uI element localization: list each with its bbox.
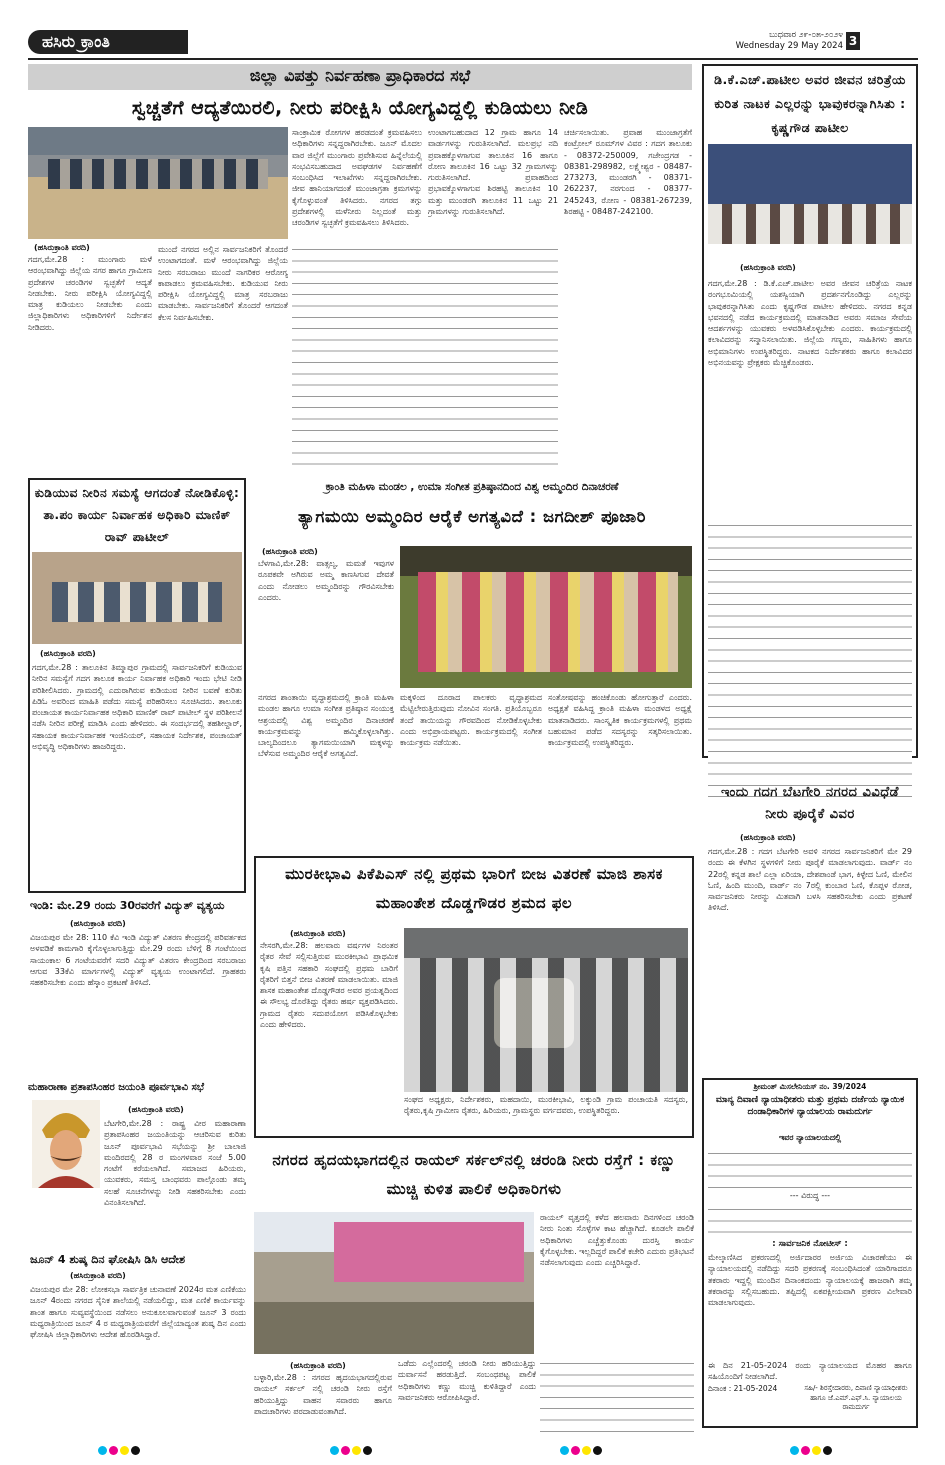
royal-circle-body: ಬಳ್ಳಾರಿ,ಮೇ.28 : ನಗರದ ಹೃದಯಭಾಗದಲ್ಲಿರುವ ರಾಯಲ್ ಸರ್ಕಲ್ ನಲ್ಲಿ ಚರಂಡಿ ನೀರು ರಸ್ತೆಗೆ ಹರಿಯುತ್ತಿದ್ದು ವಾಹನ ಸವಾರರು ಹಾಗೂ ಪಾದಚಾರಿಗಳು ಪರದಾಡುವಂತಾಗಿದೆ. [254,1373,392,1416]
dry-day-byline: (ಹಸಿರುಕ್ರಾಂತಿ ವರದಿ) [70,1271,126,1280]
power-cut-headline: ಇಂಡಿ: ಮೇ.29 ರಂದು 30ರವರೆಗೆ ವಿದ್ಯುತ್ ವ್ಯತ್ಯಯ [30,899,225,912]
print-registration-marks [790,1440,834,1459]
lead-column-5: ಗದಗ,ಮೇ.28 : ಮುಂಗಾರು ಮಳೆ ಆರಂಭವಾಗಿದ್ದು ಜಿಲ್ಲೆಯ ನಗರ ಹಾಗೂ ಗ್ರಾಮೀಣ ಪ್ರದೇಶಗಳ ಚರಂಡಿಗಳ ಸ್ವಚ್ಛತೆಗೆ ಆದ್ಯತೆ ನೀಡಬೇಕು. ನೀರು ಪರೀಕ್ಷಿಸಿ ಯೋಗ್ಯವಿದ್ದಲ್ಲಿ ಮಾತ್ರ ಕುಡಿಯಲು ನೀಡಬೇಕು ಎಂದು ಜಿಲ್ಲಾಧಿಕಾರಿಗಳು ಅಧಿಕಾರಿಗಳಿಗೆ ನಿರ್ದೇಶನ ನೀಡಿದರು. [28,255,152,332]
maharana-pratap-portrait [32,1100,100,1188]
lead-headline: ಸ್ವಚ್ಚತೆಗೆ ಆದ್ಯತೆಯಿರಲಿ, ನೀರು ಪರೀಕ್ಷಿಸಿ ಯೋಗ್ಯವಿದ್ದಲ್ಲಿ ಕುಡಿಯಲು ನೀಡಿ [131,97,589,119]
notice-heading: : ಸಾರ್ವಜನಿಕ ನೋಟೀಸ್ : [772,1239,848,1249]
notice-body: ಮೇಲ್ಕಾಣಿಸಿದ ಪ್ರಕರಣದಲ್ಲಿ ಅರ್ಜಿದಾರರ ಅರ್ಜಿಯ ವಿಚಾರಣೆಯು ಈ ನ್ಯಾಯಾಲಯದಲ್ಲಿ ನಡೆದಿದ್ದು ಸದರಿ ಪ್ರಕರಣಕ್ಕೆ ಸಂಬಂಧಿಸಿದಂತೆ ಯಾರಿಗಾದರೂ ತಕರಾರು ಇದ್ದಲ್ಲಿ ಮುಂದಿನ ದಿನಾಂಕದಂದು ನ್ಯಾಯಾಲಯಕ್ಕೆ ಹಾಜರಾಗಿ ತಮ್ಮ ತಕರಾರನ್ನು ಸಲ್ಲಿಸಬಹುದು. ತಪ್ಪಿದಲ್ಲಿ ಏಕಪಕ್ಷೀಯವಾಗಿ ಪ್ರಕರಣ ವಿಲೇವಾರಿ ಮಾಡಲಾಗುವುದು. [708,1253,912,1308]
dry-day-body: ವಿಜಯಪುರ ಮೇ 28: ಲೋಕಸಭಾ ಸಾರ್ವತ್ರಿಕ ಚುನಾವಣೆ 2024ರ ಮತ ಎಣಿಕೆಯು ಜೂನ್ 4ರಂದು ನಗರದ ಸೈನಿಕ ಶಾಲೆಯಲ್ಲಿ ನಡೆಯಲಿದ್ದು, ಮತ ಎಣಿಕೆ ಕಾರ್ಯವನ್ನು ಶಾಂತ ಹಾಗೂ ಸುವ್ಯವಸ್ಥೆಯಿಂದ ನಡೆಸಲು ಅನುಕೂಲವಾಗುವಂತೆ ಜೂನ್ 3 ರಂದು ಮಧ್ಯರಾತ್ರಿಯಿಂದ ಜೂನ್ 4 ರ ಮಧ್ಯರಾತ್ರಿಯವರೆಗೆ ಜಿಲ್ಲೆಯಾದ್ಯಂತ ಶುಷ್ಕ ದಿನ ಎಂದು ಘೋಷಿಸಿ ಜಿಲ್ಲಾಧಿಕಾರಿಗಳು ಆದೇಶ ಹೊರಡಿಸಿದ್ದಾರೆ. [30,1285,246,1340]
power-cut-byline: (ಹಸಿರುಕ್ರಾಂತಿ ವರದಿ) [70,919,126,928]
seed-distribution-photo [404,928,688,1092]
lead-column-4: ಮುಂದೆ ನಗರದ ಅಲ್ಲಿನ ಸಾರ್ವಜನಿಕರಿಗೆ ತೊಂದರೆ ಉಂಟಾಗದಂತೆ. ಮಳೆ ಆರಂಭವಾಗಿದ್ದು ಜಿಲ್ಲೆಯ ನೀರು ಸರಬರಾಜು ಮುಂದೆ ನಾಗರಿಕರ ಆರೋಗ್ಯ ಕಾಪಾಡಲು ಕ್ರಮವಹಿಸಬೇಕು. ಕುಡಿಯುವ ನೀರು ಪರೀಕ್ಷಿಸಿ ಯೋಗ್ಯವಿದ್ದಲ್ಲಿ ಮಾತ್ರ ಸರಬರಾಜು ಮಾಡಬೇಕು. ಸಾರ್ವಜನಿಕರಿಗೆ ತೊಂದರೆ ಆಗದಂತೆ ಕೆಲಸ ನಿರ್ವಹಿಸಬೇಕು. [158,245,288,322]
date-english: Wednesday 29 May 2024 [735,41,843,51]
pratap-body: ಬೆಟಗೇರಿ,ಮೇ.28 : ರಾಷ್ಟ್ರ ವೀರ ಮಹಾರಾಣಾ ಪ್ರತಾಪಸಿಂಹರ ಜಯಂತಿಯನ್ನು ಆಚರಿಸುವ ಕುರಿತು ಜೂನ್ ಪೂರ್ವಭಾವಿ ಸಭೆಯನ್ನು ಶ್ರೀ ಬಾಲಾಜಿ ಮಂದಿರದಲ್ಲಿ 28 ರ ಮಂಗಳವಾರ ಸಂಜೆ 5.00 ಗಂಟೆಗೆ ಕರೆಯಲಾಗಿದೆ. ಸಮಾಜದ ಹಿರಿಯರು, ಯುವಕರು, ಸಮಸ್ತ ಬಾಂಧವರು ಪಾಲ್ಗೊಂಡು ತಮ್ಮ ಸಲಹೆ ಸೂಚನೆಗಳನ್ನು ನೀಡಿ ಸಹಕರಿಸಬೇಕು ಎಂದು ವಿನಂತಿಸಲಾಗಿದೆ. [104,1119,246,1208]
lead-column-continued [292,244,558,474]
seed-story-caption: ಸಂಘದ ಅಧ್ಯಕ್ಷರು, ನಿರ್ದೇಶಕರು, ಮಹದಾಯಿ, ಮುರಕೀಭಾವಿ, ಲಕ್ಕುಂಡಿ ಗ್ರಾಮ ಪಂಚಾಯತಿ ಸದಸ್ಯರು, ರೈತರು,ಕೃಷಿ ಗ್ರಾಮೀಣ ರೈತರು, ಹಿರಿಯರು, ಗ್ರಾಮಸ್ಥರು ವರ್ಗದವರು, ಉಪಸ್ಥಿತರಿದ್ದರು. [404,1095,688,1116]
lead-byline: (ಹಸಿರುಕ್ರಾಂತಿ ವರದಿ) [34,243,90,252]
print-registration-marks [560,1440,604,1459]
right-story-body: ಗದಗ,ಮೇ.28 : ಡಿ.ಕೆ.ಎಚ್.ಪಾಟೀಲ ಅವರ ಜೀವನ ಚರಿತ್ರೆಯ ನಾಟಕ ರಂಗಭೂಮಿಯಲ್ಲಿ ಯಶಸ್ವಿಯಾಗಿ ಪ್ರದರ್ಶನಗೊಂಡಿದ್ದು ಎಲ್ಲರನ್ನು ಭಾವುಕರನ್ನಾಗಿಸಿತು ಎಂದು ಕೃಷ್ಣಗೌಡ ಪಾಟೀಲ ಹೇಳಿದರು. ನಗರದ ಕನ್ನಡ ಭವನದಲ್ಲಿ ನಡೆದ ಕಾರ್ಯಕ್ರಮದಲ್ಲಿ ಮಾತನಾಡಿದ ಅವರು ಸಮಾಜ ಸೇವೆಯ ಆದರ್ಶಗಳನ್ನು ಯುವಕರು ಅಳವಡಿಸಿಕೊಳ್ಳಬೇಕು ಎಂದರು. ಕಾರ್ಯಕ್ರಮದಲ್ಲಿ ಕಲಾವಿದರನ್ನು ಸನ್ಮಾನಿಸಲಾಯಿತು. ಜಿಲ್ಲೆಯ ಗಣ್ಯರು, ಸಾಹಿತಿಗಳು ಹಾಗೂ ಅಭಿಮಾನಿಗಳು ಉಪಸ್ಥಿತರಿದ್ದರು. ನಾಟಕದ ನಿರ್ದೇಶಕರು ಹಾಗೂ ಕಲಾವಿದರ ಅಭಿನಯವನ್ನು ಪ್ರೇಕ್ಷಕರು ಮೆಚ್ಚಿಕೊಂಡರು. [708,279,912,368]
village-inspection-photo [32,552,242,644]
mothers-day-headline: ತ್ಯಾಗಮಯಿ ಅಮ್ಮಂದಿರ ಆರೈಕೆ ಅಗತ್ಯವಿದೆ : ಜಗದೀಶ್ ಪೂಜಾರಿ [298,507,646,526]
water-supply-byline: (ಹಸಿರುಕ್ರಾಂತಿ ವರದಿ) [740,833,796,842]
water-supply-headline: ಇಂದು ಗದಗ ಬೆಟಗೇರಿ ನಗರದ ವಿವಿಧೆಡೆ ನೀರು ಪೂರೈಕೆ ವಿವರ [721,785,899,822]
royal-circle-continued [540,1358,694,1432]
lead-column-2: ಉಂಟಾಗಬಹುದಾದ 12 ಗ್ರಾಮ ಹಾಗೂ 14 ವಾರ್ಡಗಳನ್ನು ಗುರುತಿಸಲಾಗಿದೆ. ಮಲಪ್ರಭ ನದಿ ಪ್ರವಾಹಕ್ಕೊಳಗಾಗುವ ತಾಲೂಕಿನ 16 ಹಾಗೂ ರೋಣ ತಾಲೂಕಿನ 16 ಒಟ್ಟು 32 ಗ್ರಾಮಗಳನ್ನು ಗುರುತಿಸಲಾಗಿದೆ. ಪ್ರವಾಹದಿಂದ ಪ್ರಭಾವಕ್ಕೊಳಗಾಗುವ ಶಿರಹಟ್ಟಿ ತಾಲೂಕಿನ 10 ಮತ್ತು ಮುಂಡರಗಿ ತಾಲೂಕಿನ 11 ಒಟ್ಟು 21 ಗ್ರಾಮಗಳನ್ನು ಗುರುತಿಸಲಾಗಿದೆ. [428,128,558,217]
mothers-day-column-3: ಸಂತೋಷವನ್ನು ಹಂಚಿಕೊಂಡು ಹೋಗುತ್ತಾರೆ ಎಂದರು. ಅಧ್ಯಕ್ಷತೆ ವಹಿಸಿದ್ದ ಕ್ರಾಂತಿ ಮಹಿಳಾ ಮಂಡಳದ ಅಧ್ಯಕ್ಷೆ ಮಾತನಾಡಿದರು. ಸಾಂಸ್ಕೃತಿಕ ಕಾರ್ಯಕ್ರಮಗಳಲ್ಲಿ ಪ್ರಥಮ ಬಹುಮಾನ ಪಡೆದ ಸದಸ್ಯರನ್ನು ಸತ್ಕರಿಸಲಾಯಿತು. ಕಾರ್ಯಕ್ರಮದಲ್ಲಿ ಉಪಸ್ಥಿತರಿದ್ದರು. [548,693,692,748]
notice-court-title: ಮಾನ್ಯ ದಿವಾಣಿ ನ್ಯಾಯಾಧೀಶರು ಮತ್ತು ಪ್ರಥಮ ದರ್ಜೆಯ ನ್ಯಾಯಿಕ ದಂಡಾಧಿಕಾರಿಗಳ ನ್ಯಾಯಾಲಯ ರಾಮದುರ್ಗ [715,1095,905,1117]
mothers-day-lede: ಬೆಳಗಾವಿ,ಮೇ.28: ವಾತ್ಸಲ್ಯ, ಮಮತೆ ಇವುಗಳ ರೂಪಕವೇ ಅಗಿರುವ ಅಮ್ಮ ಕಾಣಸಿಗುವ ದೇವತೆ ಎಂದು ನೋಡಲು ಅಮ್ಮಂದಿರನ್ನು ಗೌರವಿಸಬೇಕು ಎಂದರು. [258,559,394,602]
notice-petitioner [708,1148,912,1188]
notice-respondent [708,1204,912,1234]
right-story-continued [708,520,912,800]
notice-court-sub: ಇವರ ನ್ಯಾಯಾಲಯದಲ್ಲಿ [778,1133,842,1142]
left-story-headline: ಕುಡಿಯುವ ನೀರಿನ ಸಮಸ್ಯೆ ಆಗದಂತೆ ನೋಡಿಕೊಳ್ಳಿ: ತಾ.ಪಂ ಕಾರ್ಯ ನಿರ್ವಾಹಕ ಅಧಿಕಾರಿ ಮಾಣಿಕ್ ರಾವ್ ಪಾಟೀಲ್ [34,486,240,544]
right-story-headline: ಡಿ.ಕೆ.ಎಚ್.ಪಾಟೀಲ ಅವರ ಜೀವನ ಚರಿತ್ರೆಯ ಕುರಿತ ನಾಟಕ ಎಲ್ಲರನ್ನು ಭಾವುಕರನ್ನಾಗಿಸಿತು : ಕೃಷ್ಣಗೌಡ ಪಾಟೀಲ [714,72,906,135]
lead-column-1: ಸಾಂಕ್ರಾಮಿಕ ರೋಗಗಳ ಹರಡದಂತೆ ಕ್ರಮವಹಿಸಲು ಅಧಿಕಾರಿಗಳು ಸನ್ನದ್ದರಾಗಿರಬೇಕು. ಜೂನ್ ಮೊದಲ ವಾರ ಜಿಲ್ಲೆಗೆ ಮುಂಗಾರು ಪ್ರವೇಶಿಸುವ ಹಿನ್ನೆಲೆಯಲ್ಲಿ ಸಂಭವಿಸಬಹುದಾದ ಅವಘಡಗಳ ನಿರ್ವಹಣೆಗೆ ಸಂಬಂಧಿಸಿದ ಇಲಾಖೆಗಳು ಸನ್ನದ್ದರಾಗಿರಬೇಕು. ಜೀವ ಹಾನಿಯಾಗದಂತೆ ಮುಂಜಾಗ್ರತಾ ಕ್ರಮಗಳನ್ನು ಕೈಗೊಳ್ಳುವಂತೆ ತಿಳಿಸಿದರು. ನಗರದ ತಗ್ಗು ಪ್ರದೇಶಗಳಲ್ಲಿ ಮಳೆನೀರು ನಿಲ್ಲದಂತೆ ಮತ್ತು ಚರಂಡಿಗಳ ಸ್ವಚ್ಛತೆಗೆ ಕ್ರಮವಹಿಸಲು ತಿಳಿಸಿದರು. [292,128,422,228]
royal-circle-byline: (ಹಸಿರುಕ್ರಾಂತಿ ವರದಿ) [290,1361,346,1370]
right-story-byline: (ಹಸಿರುಕ್ರಾಂತಿ ವರದಿ) [740,263,796,272]
seed-story-byline: (ಹಸಿರುಕ್ರಾಂತಿ ವರದಿ) [290,929,346,938]
left-story-body: ಗದಗ,ಮೇ.28 : ತಾಲೂಕಿನ ತಿಮ್ಮಾಪುರ ಗ್ರಾಮದಲ್ಲಿ ಸಾರ್ವಜನಿಕರಿಗೆ ಕುಡಿಯುವ ನೀರಿನ ಸಮಸ್ಯೆಗೆ ಗದಗ ತಾಲೂಕ ಕಾರ್ಯ ನಿರ್ವಾಹಕ ಅಧಿಕಾರಿ ಇಂದು ಭೇಟಿ ನೀಡಿ ಪರಿಶೀಲಿಸಿದರು. ಗ್ರಾಮದಲ್ಲಿ ಎದುರಾಗಿರುವ ಕುಡಿಯುವ ನೀರಿನ ಬವಣೆ ಕುರಿತು ಪಿಡಿಓ ಅವರಿಂದ ಮಾಹಿತಿ ಪಡೆದು ಸಮಸ್ಯೆ ಪರಿಹರಿಸಲು ಸೂಚಿಸಿದರು. ತಾಲೂಕು ಪಂಚಾಯತ ಕಾರ್ಯನಿರ್ವಾಹಕ ಅಧಿಕಾರಿ ಮಾಣಿಕ್ ರಾವ್ ಪಾಟೀಲ್ ಸ್ಥಳ ಪರಿಶೀಲನೆ ನಡೆಸಿ ನೀರಿನ ಪರೀಕ್ಷೆ ಮಾಡಿಸಿ ಎಂದು ಹೇಳಿದರು. ಈ ಸಂದರ್ಭದಲ್ಲಿ ತಹಶೀಲ್ದಾರ್, ಸಹಾಯಕ ಕಾರ್ಯನಿರ್ವಾಹಕ ಇಂಜಿನಿಯರ್, ಸಹಾಯಕ ನಿರ್ದೇಶಕ, ಪಂಚಾಯತ್ ಅಭಿವೃದ್ಧಿ ಅಧಿಕಾರಿಗಳು ಹಾಜರಿದ್ದರು. [32,663,242,752]
royal-circle-headline: ನಗರದ ಹೃದಯಭಾಗದಲ್ಲಿನ ರಾಯಲ್ ಸರ್ಕಲ್‌ನಲ್ಲಿ ಚರಂಡಿ ನೀರು ರಸ್ತೆಗೆ : ಕಣ್ಣು ಮುಚ್ಚಿ ಕುಳಿತ ಪಾಲಿಕೆ ಅಧಿಕಾರಿಗಳು [272,1151,676,1198]
mothers-day-kicker: ಕ್ರಾಂತಿ ಮಹಿಳಾ ಮಂಡಲ , ಉಮಾ ಸಂಗೀತ ಪ್ರತಿಷ್ಠಾನದಿಂದ ವಿಶ್ವ ಅಮ್ಮಂದಿರ ದಿನಾಚರಣೆ [325,481,619,493]
lead-column-3: ಚರ್ಚಿಸಲಾಯಿತು. ಪ್ರವಾಹ ಮುಂಜಾಗ್ರತೆಗೆ ಕಂಟ್ರೋಲ್ ರೂಮ್‌ಗಳ ವಿವರ : ಗದಗ ತಾಲೂಕು - 08372-250009, ಗಜೇಂದ್ರಗಡ - 08381-298982, ಲಕ್ಷ್ಮೇಶ್ವರ - 08487-273273, ಮುಂಡರಗಿ - 08371-262237, ನರಗುಂದ - 08377-245243, ರೋಣ - 08381-267239, ಶಿರಹಟ್ಟಿ - 08487-242100. [564,128,692,217]
notice-case-number: ಶ್ರೀಮಂತ್ ಮಿಸಲೇನಿಯಸ್ ನಂ. 39/2024 [753,1082,867,1091]
print-registration-marks [98,1440,142,1459]
mothers-day-column-2: ಮಕ್ಕಳಿಂದ ದೂರಾದ ಪಾಲಕರು ವೃದ್ಧಾಶ್ರಮದ ಮೆಟ್ಟಿಲೇರುತ್ತಿರುವುದು ನೋವಿನ ಸಂಗತಿ. ಪ್ರತಿಯೊಬ್ಬರೂ ತಂದೆ ತಾಯಿಯನ್ನು ಗೌರವದಿಂದ ನೋಡಿಕೊಳ್ಳಬೇಕು ಎಂದು ಅಭಿಪ್ರಾಯಪಟ್ಟರು. ಕಾರ್ಯಕ್ರಮದಲ್ಲಿ ಸಂಗೀತ ಕಾರ್ಯಕ್ರಮ ನಡೆಯಿತು. [400,693,542,748]
mothers-day-photo [400,546,692,688]
notice-versus: --- ವಿರುದ್ಧ --- [789,1191,831,1200]
water-supply-body: ಗದಗ,ಮೇ.28 : ಗದಗ ಬೆಟಗೇರಿ ಅವಳಿ ನಗರದ ಸಾರ್ವಜನಿಕರಿಗೆ ಮೇ 29 ರಂದು ಈ ಕೆಳಗಿನ ಸ್ಥಳಗಳಿಗೆ ನೀರು ಪೂರೈಕೆ ಮಾಡಲಾಗುವುದು. ವಾರ್ಡ್ ನಂ 22ರಲ್ಲಿ ಕನ್ನಡ ಶಾಲೆ ಎಲ್ಲಾ ಏರಿಯಾ, ದೇಶಪಾಂಡೆ ಭಾಗ, ಕಿಳ್ಳೇದ ಓಣಿ, ಮೇಲಿನ ಓಣಿ, ಹಿಂದಿ ಮುಂದಿ, ವಾರ್ಡ್ ನಂ 7ರಲ್ಲಿ ಕುಂಬಾರ ಓಣಿ, ಕೊಪ್ಪಳ ರೋಡ, ಸಾರ್ವಜನಿಕರು ನೀರನ್ನು ಮಿತವಾಗಿ ಬಳಸಿ ಸಹಕರಿಸಬೇಕು ಎಂದು ಪ್ರಕಟಣೆ ತಿಳಿಸಿದೆ. [708,847,912,913]
drain-water-photo [254,1212,534,1354]
royal-circle-column-3: ರಾಯಲ್ ವೃತ್ತದಲ್ಲಿ ಕಳೆದ ಹಲವಾರು ದಿನಗಳಿಂದ ಚರಂಡಿ ನೀರು ನಿಂತು ಸೊಳ್ಳೆಗಳ ಕಾಟ ಹೆಚ್ಚಾಗಿದೆ. ಕೂಡಲೇ ಪಾಲಿಕೆ ಅಧಿಕಾರಿಗಳು ಎಚ್ಚೆತ್ತುಕೊಂಡು ದುರಸ್ತಿ ಕಾರ್ಯ ಕೈಗೊಳ್ಳಬೇಕು. ಇಲ್ಲದಿದ್ದರೆ ಪಾಲಿಕೆ ಕಚೇರಿ ಎದುರು ಪ್ರತಿಭಟನೆ ನಡೆಸಲಾಗುವುದು ಎಂದು ಎಚ್ಚರಿಸಿದ್ದಾರೆ. [540,1213,694,1268]
dry-day-headline: ಜೂನ್ 4 ಶುಷ್ಕ ದಿನ ಘೋಷಿಸಿ ಡಿಸಿ ಆದೇಶ [30,1253,185,1266]
royal-circle-column-2: ಒಡೆದು ಎಲ್ಲೆಂದರಲ್ಲಿ ಚರಂಡಿ ನೀರು ಹರಿಯುತ್ತಿದ್ದು ದುರ್ವಾಸನೆ ಹರಡುತ್ತಿದೆ. ಸಂಬಂಧಪಟ್ಟ ಪಾಲಿಕೆ ಅಧಿಕಾರಿಗಳು ಕಣ್ಣು ಮುಚ್ಚಿ ಕುಳಿತಿದ್ದಾರೆ ಎಂದು ಸಾರ್ವಜನಿಕರು ಆರೋಪಿಸಿದ್ದಾರೆ. [398,1359,536,1402]
notice-hearing: ಈ ದಿನ 21-05-2024 ರಂದು ನ್ಯಾಯಾಲಯದ ಮೊಹರ ಹಾಗೂ ಸಹಿಯೊಂದಿಗೆ ನೀಡಲಾಗಿದೆ. [708,1361,912,1382]
page-number: 3 [846,32,860,50]
masthead-rule [28,58,918,60]
notice-date: ದಿನಾಂಕ : 21-05-2024 [708,1384,778,1393]
meeting-photo [28,127,288,239]
mothers-day-column-1: ನಗರದ ಶಾಂತಾಯಿ ವೃದ್ಧಾಶ್ರಮದಲ್ಲಿ ಕ್ರಾಂತಿ ಮಹಿಳಾ ಮಂಡಲ ಹಾಗೂ ಉಮಾ ಸಂಗೀತ ಪ್ರತಿಷ್ಠಾನ ಸಂಯುಕ್ತ ಆಶ್ರಯದಲ್ಲಿ ವಿಶ್ವ ಅಮ್ಮಂದಿರ ದಿನಾಚರಣೆ ಕಾರ್ಯಕ್ರಮವನ್ನು ಹಮ್ಮಿಕೊಳ್ಳಲಾಗಿತ್ತು. ಬಾಲ್ಯದಿಂದಲೂ ತ್ಯಾಗಮಯಿಯಾಗಿ ಮಕ್ಕಳನ್ನು ಬೆಳೆಸುವ ಅಮ್ಮಂದಿರ ಆರೈಕೆ ಅಗತ್ಯವಿದೆ. [258,693,394,759]
date-block [718,30,843,52]
drama-event-photo [708,144,912,244]
seed-story-body: ನೇಸರಗಿ,ಮೇ.28: ಹಲವಾರು ವರ್ಷಗಳ ನಿರಂತರ ರೈತರ ಸೇವೆ ಸಲ್ಲಿಸುತ್ತಿರುವ ಮುರಕೀಭಾವಿ ಪ್ರಾಥಮಿಕ ಕೃಷಿ ಪತ್ತಿನ ಸಹಕಾರಿ ಸಂಘದಲ್ಲಿ ಪ್ರಥಮ ಬಾರಿಗೆ ರೈತರಿಗೆ ಬಿತ್ತನೆ ಬೀಜ ವಿತರಣೆ ಮಾಡಲಾಯಿತು. ಮಾಜಿ ಶಾಸಕ ಮಹಾಂತೇಶ ದೊಡ್ಡಗೌಡರ ಅವರ ಪ್ರಯತ್ನದಿಂದ ಈ ಸೌಲಭ್ಯ ದೊರೆತಿದ್ದು ರೈತರು ಹರ್ಷ ವ್ಯಕ್ತಪಡಿಸಿದರು. ಗ್ರಾಮದ ರೈತರು ಸದುಪಯೋಗ ಪಡಿಸಿಕೊಳ್ಳಬೇಕು ಎಂದು ಹೇಳಿದರು. [260,941,398,1030]
date-kannada: ಬುಧವಾರ ೨೯-೦೫-೨೦೨೪ [769,30,843,40]
seed-story-headline: ಮುರಕೀಭಾವಿ ಪಿಕೆಪಿಎಸ್ ನಲ್ಲಿ ಪ್ರಥಮ ಭಾರಿಗೆ ಬೀಜ ವಿತರಣೆ ಮಾಜಿ ಶಾಸಕ ಮಹಾಂತೇಶ ದೊಡ್ಡಗೌಡರ ಶ್ರಮದ ಫಲ [285,865,663,912]
mothers-day-byline: (ಹಸಿರುಕ್ರಾಂತಿ ವರದಿ) [262,547,318,556]
pratap-byline: (ಹಸಿರುಕ್ರಾಂತಿ ವರದಿ) [128,1105,184,1114]
power-cut-body: ವಿಜಯಪುರ ಮೇ 28: 110 ಕೆವಿ ಇಂಡಿ ವಿದ್ಯುತ್ ವಿತರಣ ಕೇಂದ್ರದಲ್ಲಿ ಪರಿವರ್ತಕದ ಅಳವಡಿಕೆ ಕಾಮಗಾರಿ ಕೈಗೊಳ್ಳಲಾಗುತ್ತಿದ್ದು ಮೇ.29 ರಂದು ಬೆಳಿಗ್ಗೆ 8 ಗಂಟೆಯಿಂದ ಸಾಯಂಕಾಲ 6 ಗಂಟೆಯವರೆಗೆ ಸದರಿ ವಿದ್ಯುತ್ ವಿತರಣ ಕೇಂದ್ರದಿಂದ ಸರಬರಾಜು ಆಗುವ 33ಕೆವಿ ಮಾರ್ಗಗಳಲ್ಲಿ ವಿದ್ಯುತ್ ವ್ಯತ್ಯಯ ಉಂಟಾಗಲಿದೆ. ಗ್ರಾಹಕರು ಸಹಕರಿಸಬೇಕು ಎಂದು ಹೆಸ್ಕಾಂ ಪ್ರಕಟಣೆ ತಿಳಿಸಿದೆ. [30,933,246,988]
pratap-headline: ಮಹಾರಾಣಾ ಪ್ರತಾಪಸಿಂಹರ ಜಯಂತಿ ಪೂರ್ವಭಾವಿ ಸಭೆ [28,1082,205,1093]
lead-banner: ಜಿಲ್ಲಾ ವಿಪತ್ತು ನಿರ್ವಹಣಾ ಪ್ರಾಧಿಕಾರದ ಸಭೆ [28,64,692,90]
paper-name: ಹಸಿರು ಕ್ರಾಂತಿ [28,30,188,54]
notice-signature: ಸಹಿ/- ಶಿರಸ್ತೇದಾರರು, ದಿವಾಣಿ ನ್ಯಾಯಾಧೀಶರು ಹಾಗೂ ಜೆ.ಎಮ್.ಎಫ್.ಸಿ. ನ್ಯಾಯಾಲಯ ರಾಮದುರ್ಗ [804,1384,908,1411]
print-registration-marks [330,1440,374,1459]
left-story-byline: (ಹಸಿರುಕ್ರಾಂತಿ ವರದಿ) [40,649,96,658]
